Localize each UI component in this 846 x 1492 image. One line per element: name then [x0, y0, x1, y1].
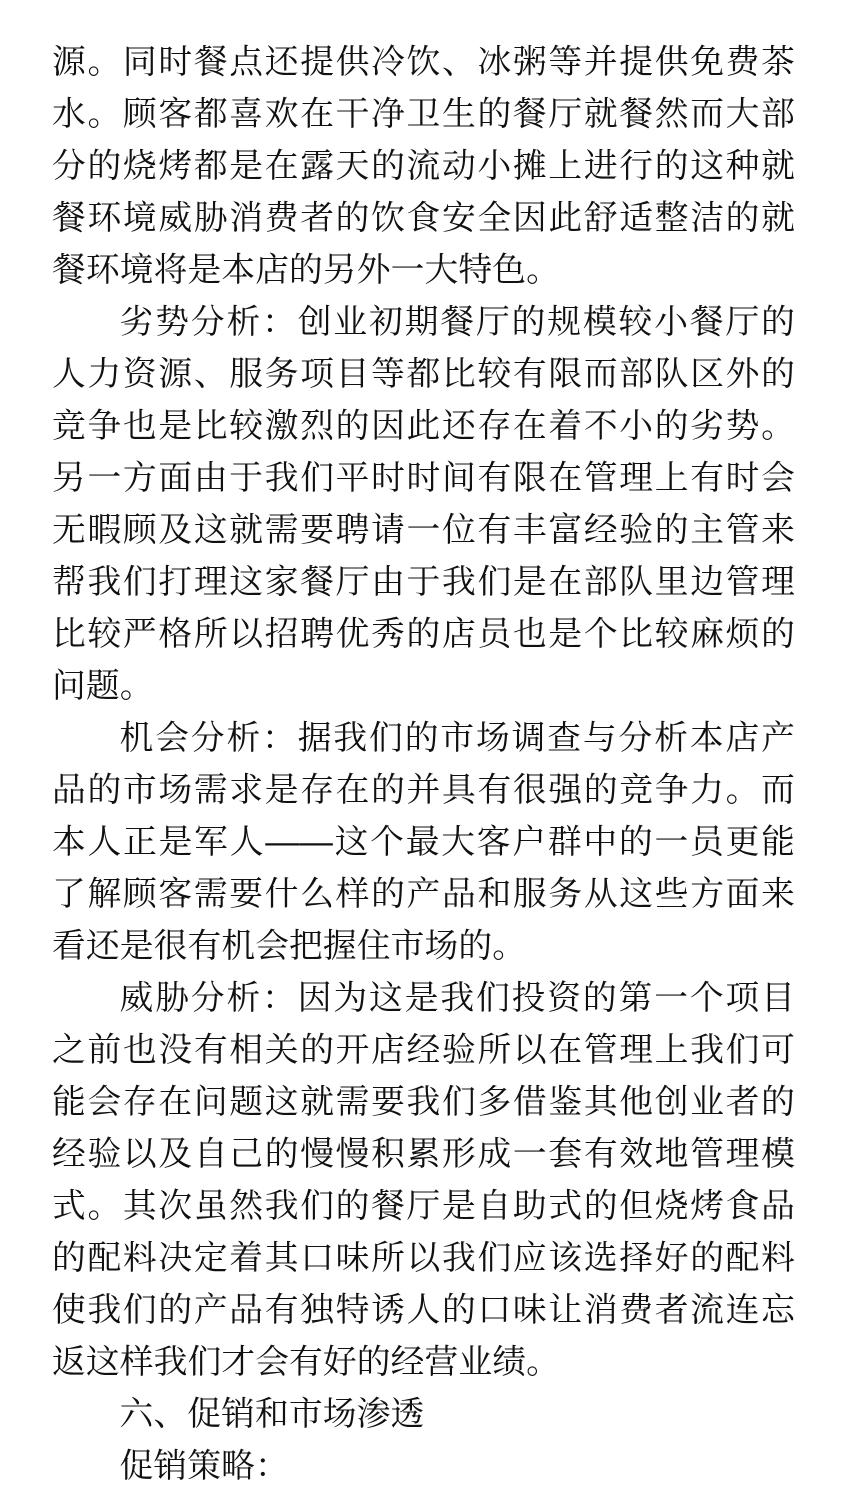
paragraph-weakness-analysis: 劣势分析：创业初期餐厅的规模较小餐厅的人力资源、服务项目等都比较有限而部队区外的竞争也是比较激烈的因此还存在着不小的劣势。另一方面由于我们平时时间有限在管理上有时会无暇顾及这就需要聘请一位有丰富经验的主管来帮我们打理这家餐厅由于我们是在部队里边管理比较严格所以招聘优秀的店员也是个比较麻烦的问题。 — [52, 303, 795, 705]
document-body — [52, 36, 795, 1492]
paragraph-opportunity-analysis: 机会分析：据我们的市场调查与分析本店产品的市场需求是存在的并具有很强的竞争力。而本人正是军人——这个最大客户群中的一员更能了解顾客需要什么样的产品和服务从这些方面来看还是很有机会把握住市场的。 — [52, 719, 795, 965]
paragraph-continuation-strengths: 源。同时餐点还提供冷饮、冰粥等并提供免费茶水。顾客都喜欢在干净卫生的餐厅就餐然而大部分的烧烤都是在露天的流动小摊上进行的这种就餐环境威胁消费者的饮食安全因此舒适整洁的就餐环境将是本店的另外一大特色。 — [52, 43, 795, 289]
subsection-label-promotion-strategy: 促销策略： — [119, 1447, 289, 1485]
paragraph-threat-analysis: 威胁分析：因为这是我们投资的第一个项目之前也没有相关的开店经验所以在管理上我们可能会存在问题这就需要我们多借鉴其他创业者的经验以及自己的慢慢积累形成一套有效地管理模式。其次虽然我们的餐厅是自助式的但烧烤食品的配料决定着其口味所以我们应该选择好的配料使我们的产品有独特诱人的口味让消费者流连忘返这样我们才会有好的经营业绩。 — [52, 979, 795, 1381]
section-heading-six: 六、促销和市场渗透 — [119, 1395, 425, 1433]
